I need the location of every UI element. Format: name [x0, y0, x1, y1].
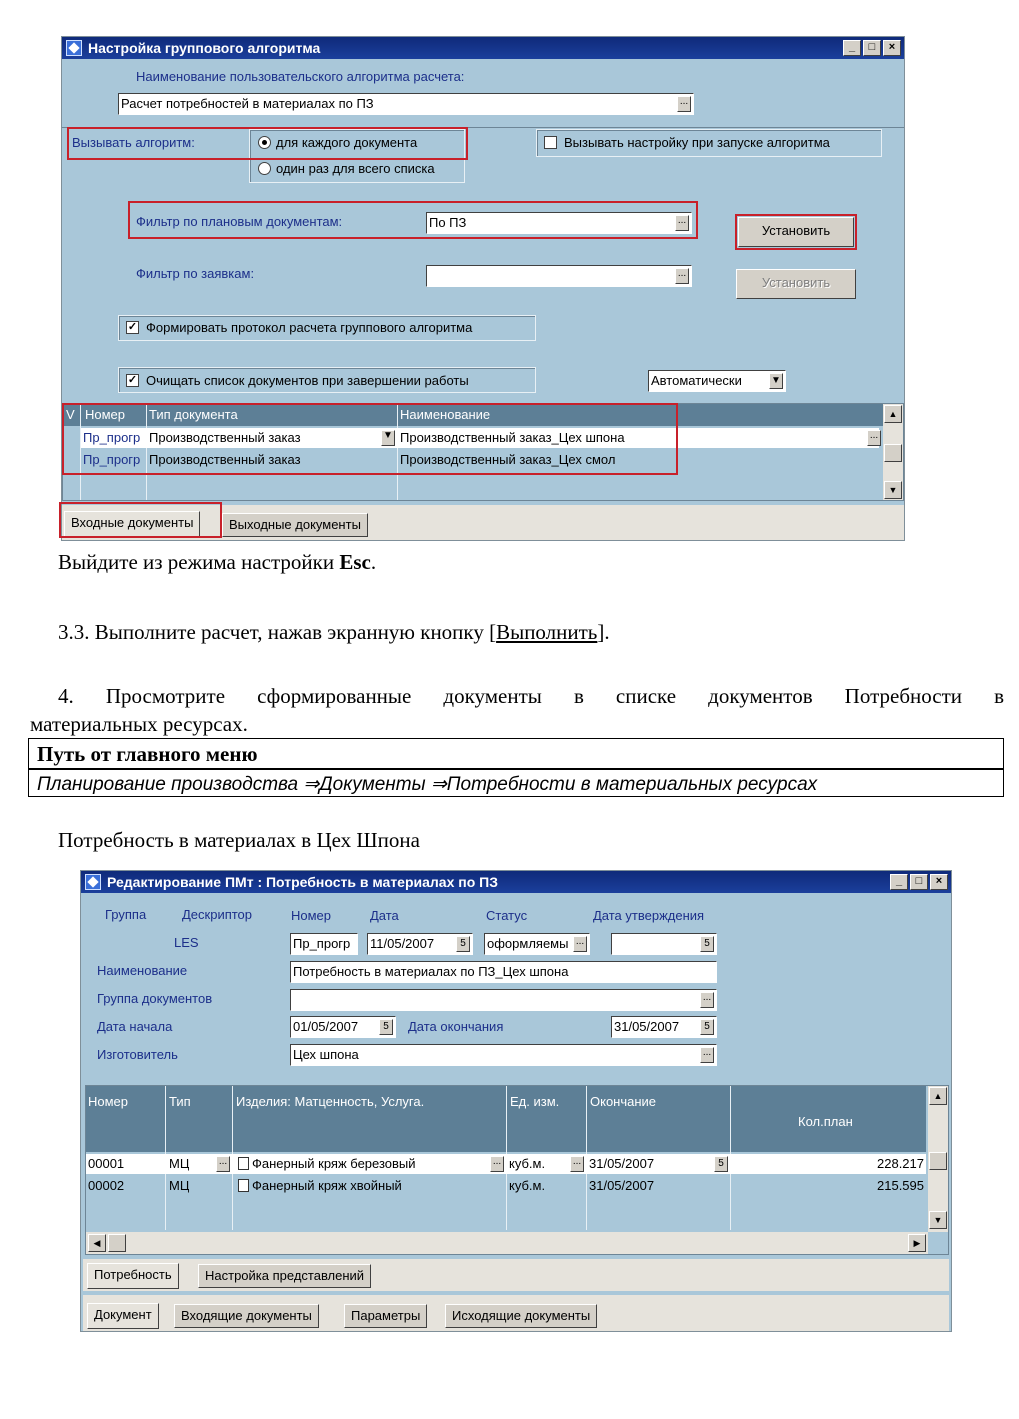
grid-cell-unit: куб.м. — [509, 1156, 546, 1171]
start-date-value: 01/05/2007 — [293, 1019, 359, 1034]
maximize-icon[interactable]: □ — [910, 874, 928, 890]
horizontal-scrollbar[interactable] — [86, 1232, 928, 1254]
scroll-down-icon[interactable]: ▼ — [884, 481, 902, 499]
tab-input-documents[interactable]: Входные документы — [64, 511, 200, 537]
grid-cell-type: МЦ — [169, 1156, 190, 1171]
maker-field[interactable] — [290, 1044, 717, 1066]
algorithm-name-label: Наименование пользовательского алгоритма расчета: — [136, 69, 465, 84]
ellipsis-icon[interactable]: ... — [675, 215, 689, 231]
grid-cell-qty: 215.595 — [877, 1178, 924, 1193]
grid-header-number: Номер — [88, 1094, 129, 1109]
scroll-up-icon[interactable]: ▲ — [929, 1087, 947, 1105]
tab-document[interactable]: Документ — [87, 1303, 159, 1329]
protocol-checkbox[interactable]: ✓ — [127, 321, 138, 333]
document-icon — [238, 1179, 249, 1192]
filter-plan-label: Фильтр по плановым документам: — [136, 214, 343, 229]
grid-header-end: Окончание — [590, 1094, 657, 1109]
mode-select[interactable] — [648, 370, 786, 392]
calendar-icon[interactable]: 5 — [456, 936, 470, 952]
descriptor-label: Дескриптор — [182, 907, 253, 922]
call-settings-checkbox[interactable] — [544, 136, 557, 149]
paragraph-execute — [58, 620, 610, 645]
menu-path-divider — [29, 768, 1003, 770]
calendar-icon[interactable]: 5 — [379, 1019, 393, 1035]
grid-cell-name: Производственный заказ_Цех шпона — [400, 430, 625, 445]
grid-cell-number: 00001 — [88, 1156, 125, 1171]
paragraph-need: Потребность в материалах в Цех Шпона — [58, 828, 420, 852]
app-icon — [66, 40, 82, 56]
esc-key: Esc — [339, 550, 371, 574]
group-label: Группа — [105, 907, 147, 922]
grid-header-doctype: Тип документа — [149, 407, 238, 422]
doc-group-label: Группа документов — [97, 991, 213, 1006]
clear-label: Очищать список документов при завершении работы — [146, 373, 469, 388]
grid-cell-item — [238, 1178, 402, 1193]
set-filter-orders-button[interactable]: Установить — [736, 269, 856, 299]
filter-plan-value: По ПЗ — [429, 215, 467, 230]
paragraph-execute-text: 3.3. Выполните расчет, нажав экранную кнопку [ — [58, 620, 497, 644]
status-label: Статус — [486, 908, 528, 923]
filter-orders-field[interactable] — [426, 265, 692, 287]
tab-parameters[interactable]: Параметры — [344, 1304, 427, 1328]
tab-need[interactable]: Потребность — [87, 1263, 179, 1289]
menu-path-header: Путь от главного меню — [37, 742, 258, 766]
protocol-label: Формировать протокол расчета группового алгоритма — [146, 320, 473, 335]
maker-value: Цех шпона — [293, 1047, 359, 1062]
algorithm-name-field[interactable] — [118, 93, 694, 115]
highlight-filter-plan — [128, 201, 698, 239]
calendar-icon[interactable]: 5 — [700, 936, 714, 952]
ellipsis-icon[interactable]: ... — [490, 1156, 504, 1172]
window-title: Редактирование ПМт : Потребность в материалах по ПЗ — [107, 874, 499, 890]
maximize-icon[interactable]: □ — [863, 40, 881, 56]
grid-cell-item — [238, 1156, 416, 1171]
document-icon — [238, 1157, 249, 1170]
radio-each-label: для каждого документа — [276, 135, 418, 150]
ellipsis-icon[interactable]: ... — [677, 96, 691, 112]
grid-cell-unit: куб.м. — [509, 1178, 546, 1193]
grid-cell-item-text: Фанерный кряж березовый — [252, 1156, 416, 1171]
grid-cell-type: МЦ — [169, 1178, 190, 1193]
end-date-field[interactable] — [611, 1016, 717, 1038]
grid-header-item: Изделия: Матценность, Услуга. — [236, 1094, 425, 1109]
doc-group-field[interactable] — [290, 989, 717, 1011]
start-date-label: Дата начала — [97, 1019, 173, 1034]
dropdown-arrow-icon[interactable]: ▼ — [769, 373, 783, 389]
items-grid — [85, 1085, 949, 1255]
paragraph-exit — [58, 550, 376, 575]
maker-label: Изготовитель — [97, 1047, 178, 1062]
ellipsis-icon[interactable]: ... — [216, 1156, 230, 1172]
grid-header-name: Наименование — [400, 407, 491, 422]
call-algorithm-label: Вызывать алгоритм: — [72, 135, 195, 150]
mode-value: Автоматически — [651, 373, 742, 388]
radio-once-for-list[interactable] — [258, 162, 271, 175]
group-algorithm-settings-window — [61, 36, 905, 541]
date-value: 11/05/2007 — [370, 936, 435, 951]
scroll-thumb[interactable] — [108, 1234, 126, 1252]
grid-cell-doctype: Производственный заказ — [149, 452, 301, 467]
close-icon[interactable]: × — [930, 874, 948, 890]
tab-output-documents[interactable]: Выходные документы — [222, 513, 368, 537]
clear-checkbox[interactable]: ✓ — [127, 374, 138, 386]
window-titlebar[interactable] — [62, 37, 904, 59]
paragraph-view-line2: материальных ресурсах. — [30, 712, 248, 736]
calendar-icon[interactable]: 5 — [700, 1019, 714, 1035]
highlight-call-algorithm — [67, 127, 468, 160]
scroll-up-icon[interactable]: ▲ — [884, 405, 902, 423]
scroll-down-icon[interactable]: ▼ — [929, 1211, 947, 1229]
edit-need-window — [80, 870, 952, 1332]
approve-date-field[interactable] — [611, 933, 717, 955]
ellipsis-icon[interactable]: ... — [700, 1047, 714, 1063]
call-settings-label: Вызывать настройку при запуске алгоритма — [564, 135, 830, 150]
algorithm-name-value: Расчет потребностей в материалах по ПЗ — [121, 96, 374, 111]
grid-header-v: V — [66, 407, 75, 422]
highlight-set-button — [735, 214, 857, 250]
grid-cell-qty: 228.217 — [877, 1156, 924, 1171]
approve-date-label: Дата утверждения — [593, 908, 705, 923]
start-date-field[interactable] — [290, 1016, 396, 1038]
name-field[interactable] — [290, 961, 717, 983]
tab-view-settings[interactable]: Настройка представлений — [198, 1264, 371, 1288]
grid-header-unit: Ед. изм. — [510, 1094, 560, 1109]
grid-cell-item-text: Фанерный кряж хвойный — [252, 1178, 402, 1193]
highlight-input-tab — [59, 502, 222, 538]
grid-header-number: Номер — [85, 407, 126, 422]
grid-cell-number: Пр_прогр — [83, 452, 141, 467]
radio-once-label: один раз для всего списка — [276, 161, 435, 176]
minimize-icon[interactable]: _ — [890, 874, 908, 890]
end-date-label: Дата окончания — [408, 1019, 504, 1034]
grid-header-type: Тип — [169, 1094, 191, 1109]
grid-cell-doctype: Производственный заказ — [149, 430, 301, 445]
execute-button-ref: Выполнить — [496, 620, 598, 644]
grid-cell-name: Производственный заказ_Цех смол — [400, 452, 616, 467]
close-icon[interactable]: × — [883, 40, 901, 56]
date-field[interactable] — [367, 933, 473, 955]
set-filter-plan-button[interactable]: Установить — [738, 217, 854, 247]
window-title: Настройка группового алгоритма — [88, 40, 321, 56]
number-label: Номер — [291, 908, 332, 923]
minimize-icon[interactable]: _ — [843, 40, 861, 56]
scroll-right-icon[interactable]: ▶ — [908, 1234, 926, 1252]
number-value: Пр_прогр — [293, 936, 351, 951]
number-field[interactable] — [290, 933, 358, 955]
status-field[interactable] — [484, 933, 590, 955]
scroll-thumb[interactable] — [929, 1152, 947, 1170]
calendar-icon[interactable]: 5 — [714, 1156, 728, 1172]
ellipsis-icon[interactable]: ... — [675, 268, 689, 284]
paragraph-view-line1: 4. Просмотрите сформированные документы в списке документов Потребности в — [58, 684, 1004, 708]
dropdown-arrow-icon[interactable]: ▼ — [381, 430, 395, 446]
tab-outgoing-documents[interactable]: Исходящие документы — [445, 1304, 597, 1328]
menu-path-box — [28, 738, 1004, 797]
paragraph-exit-end: . — [370, 550, 377, 574]
date-label: Дата — [370, 908, 399, 923]
filter-orders-label: Фильтр по заявкам: — [136, 266, 255, 281]
grid-cell-number: 00002 — [88, 1178, 125, 1193]
paragraph-exit-text: Выйдите из режима настройки — [58, 550, 340, 574]
highlight-grid-rows — [62, 403, 678, 475]
name-label: Наименование — [97, 963, 188, 978]
app-icon — [85, 874, 101, 890]
grid-cell-end: 31/05/2007 — [589, 1178, 655, 1193]
status-value: оформляемы — [487, 936, 569, 951]
grid-header-qty: Кол.план — [798, 1114, 853, 1129]
name-value: Потребность в материалах по ПЗ_Цех шпона — [293, 964, 569, 979]
grid-cell-number: Пр_прогр — [83, 430, 141, 445]
scroll-left-icon[interactable]: ◀ — [88, 1234, 106, 1252]
descriptor-value: LES — [174, 935, 199, 950]
ellipsis-icon[interactable]: ... — [570, 1156, 584, 1172]
ellipsis-icon[interactable]: ... — [700, 992, 714, 1008]
tab-incoming-documents[interactable]: Входящие документы — [174, 1304, 319, 1328]
scroll-thumb[interactable] — [884, 444, 902, 462]
grid-cell-end: 31/05/2007 — [589, 1156, 655, 1171]
window-titlebar[interactable] — [81, 871, 951, 893]
end-date-value: 31/05/2007 — [614, 1019, 680, 1034]
menu-path: Планирование производства ⇒Документы ⇒Потребности в материальных ресурсах — [37, 774, 818, 795]
ellipsis-icon[interactable]: ... — [867, 430, 881, 446]
paragraph-execute-end: ]. — [597, 620, 610, 644]
ellipsis-icon[interactable]: ... — [573, 936, 587, 952]
